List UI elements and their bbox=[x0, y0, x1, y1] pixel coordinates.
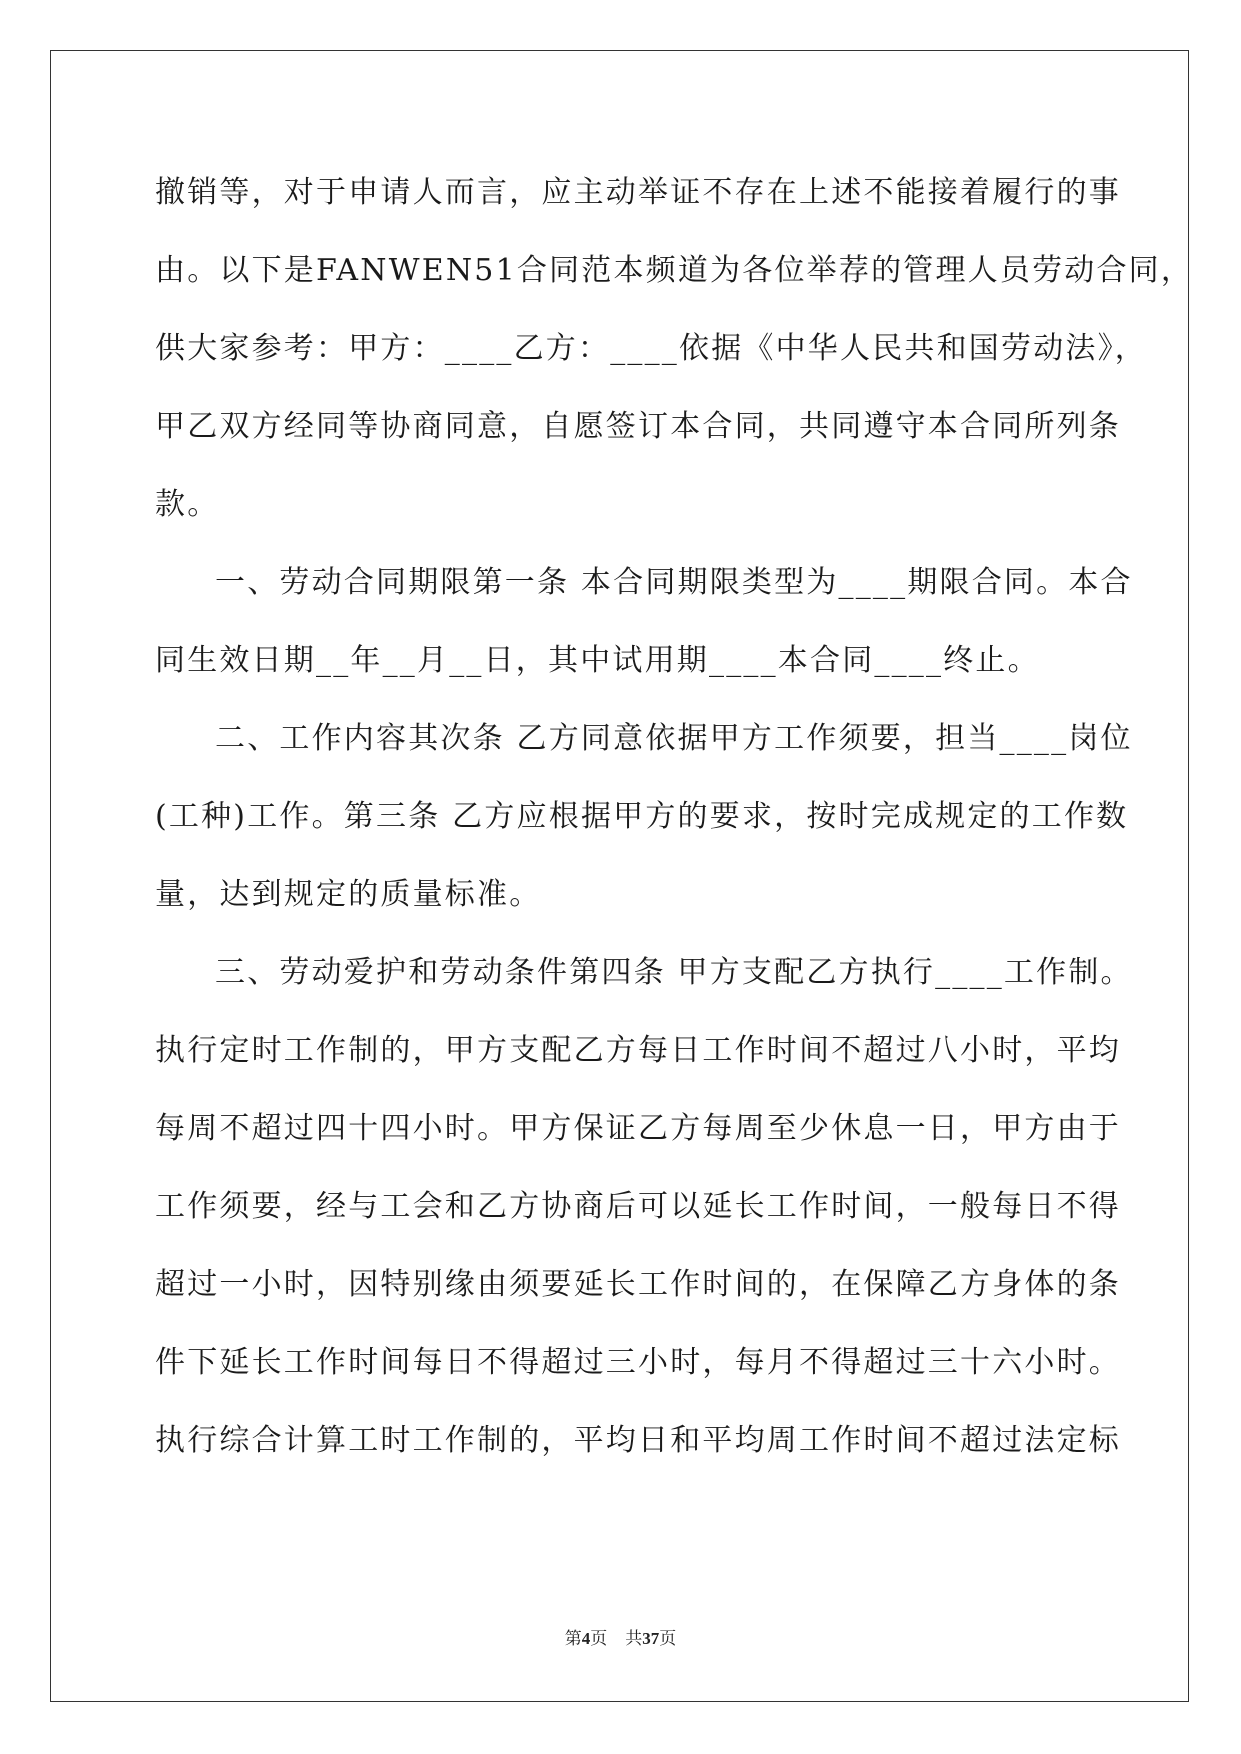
page-number: 4 bbox=[581, 1629, 591, 1648]
text-line: 款。 bbox=[155, 487, 220, 522]
text-line: 执行定时工作制的，甲方支配乙方每日工作时间不超过八小时，平均 bbox=[155, 1033, 1121, 1068]
page-footer bbox=[0, 1624, 1241, 1649]
text-line: 量，达到规定的质量标准。 bbox=[155, 877, 542, 912]
text-line: 甲乙双方经同等协商同意，自愿签订本合同，共同遵守本合同所列条 bbox=[155, 409, 1121, 444]
document-body bbox=[155, 154, 1194, 1480]
total-pages: 37 bbox=[642, 1629, 660, 1648]
text-line: 供大家参考：甲方：____乙方：____依据《中华人民共和国劳动法》， bbox=[155, 331, 1147, 366]
section-heading-line: 二、工作内容其次条 乙方同意依据甲方工作须要，担当____岗位 bbox=[215, 721, 1133, 756]
text-line: 工作须要，经与工会和乙方协商后可以延长工作时间，一般每日不得 bbox=[155, 1189, 1121, 1224]
text-line: (工种)工作。第三条 乙方应根据甲方的要求，按时完成规定的工作数 bbox=[155, 799, 1129, 834]
text-line: 件下延长工作时间每日不得超过三小时，每月不得超过三十六小时。 bbox=[155, 1345, 1121, 1380]
text-line: 同生效日期__年__月__日，其中试用期____本合同____终止。 bbox=[155, 643, 1040, 678]
total-suffix: 页 bbox=[659, 1629, 677, 1648]
total-prefix: 共 bbox=[625, 1629, 643, 1648]
section-heading-line: 一、劳动合同期限第一条 本合同期限类型为____期限合同。本合 bbox=[215, 565, 1133, 600]
section-heading-line: 三、劳动爱护和劳动条件第四条 甲方支配乙方执行____工作制。 bbox=[215, 955, 1133, 990]
page-suffix: 页 bbox=[590, 1629, 608, 1648]
page-prefix: 第 bbox=[564, 1629, 582, 1648]
text-line: 每周不超过四十四小时。甲方保证乙方每周至少休息一日，甲方由于 bbox=[155, 1111, 1121, 1146]
text-line: 撤销等，对于申请人而言，应主动举证不存在上述不能接着履行的事 bbox=[155, 175, 1121, 210]
text-line: 执行综合计算工时工作制的，平均日和平均周工作时间不超过法定标 bbox=[155, 1423, 1121, 1458]
text-line: 超过一小时，因特别缘由须要延长工作时间的，在保障乙方身体的条 bbox=[155, 1267, 1121, 1302]
text-line: 由。以下是FANWEN51合同范本频道为各位举荐的管理人员劳动合同， bbox=[155, 253, 1194, 288]
